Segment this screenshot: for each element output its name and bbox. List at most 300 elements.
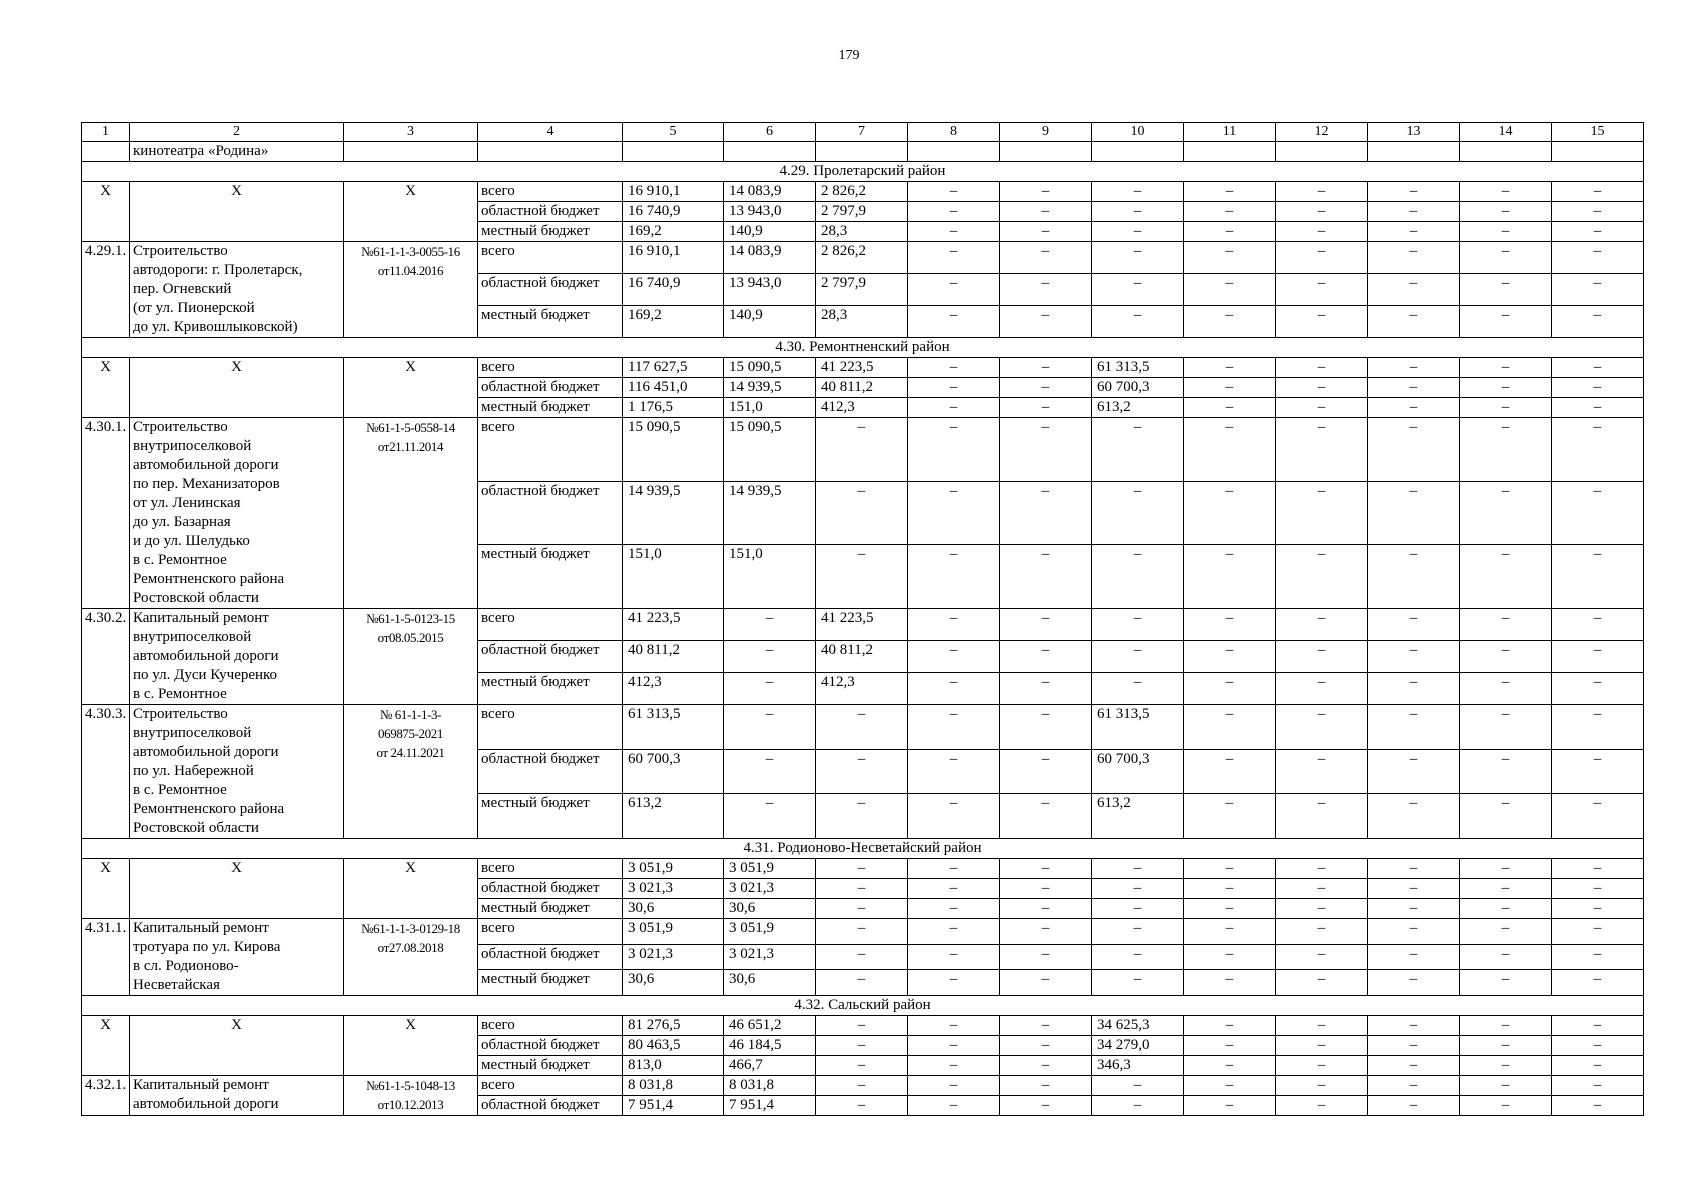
empty-value: – [1276,358,1368,378]
value-cell: 169,2 [623,306,724,338]
text-line: Ремонтненского района [133,571,285,587]
empty-value: – [1184,222,1276,242]
empty-value: – [1276,970,1368,996]
empty-value: – [1000,222,1092,242]
empty-value: – [1552,609,1644,641]
funding-source: местный бюджет [478,545,623,609]
funding-source: областной бюджет [478,1096,623,1116]
continuation-name: кинотеатра «Родина» [130,142,344,162]
value-cell: 34 279,0 [1092,1036,1184,1056]
empty-value: – [1460,545,1552,609]
empty-value: – [1276,609,1368,641]
column-header: 2 [130,123,344,142]
empty-value: – [908,202,1000,222]
empty-value: – [1000,242,1092,274]
empty-value: – [1460,641,1552,673]
value-cell: 14 083,9 [724,182,816,202]
value-cell: 151,0 [724,398,816,418]
text-line: автомобильной дороги [133,744,279,760]
empty-value: – [1184,970,1276,996]
funding-source: всего [478,919,623,945]
text-line: автомобильной дороги [133,1096,279,1112]
empty-value: – [816,749,908,794]
value-cell: 3 051,9 [623,859,724,879]
value-cell: 412,3 [816,673,908,705]
funding-source: всего [478,1076,623,1096]
text-line: Ростовской области [133,590,259,606]
text-line: от ул. Ленинская [133,495,241,511]
text-line: в сл. Родионово- [133,958,239,974]
column-header: 9 [1000,123,1092,142]
empty-value: – [1460,609,1552,641]
value-cell: 466,7 [724,1056,816,1076]
empty-value: – [1460,398,1552,418]
value-cell: 2 826,2 [816,182,908,202]
empty-value: – [1460,481,1552,545]
text-line: Строительство [133,243,228,259]
column-header: 11 [1184,123,1276,142]
value-cell: 34 625,3 [1092,1016,1184,1036]
object-row [82,919,1644,945]
funding-source: местный бюджет [478,970,623,996]
funding-source: всего [478,705,623,750]
empty-value: – [1184,1036,1276,1056]
text-line: пер. Огневский [133,281,232,297]
value-cell: 14 939,5 [623,481,724,545]
empty-value: – [908,859,1000,879]
empty-value: – [816,1076,908,1096]
empty-value: – [1092,274,1184,306]
empty-value: – [908,398,1000,418]
funding-source: областной бюджет [478,749,623,794]
object-name: X [130,1016,344,1076]
value-cell: 16 910,1 [623,242,724,274]
empty-value: – [1276,1076,1368,1096]
empty-value: – [1184,749,1276,794]
funding-source: областной бюджет [478,378,623,398]
document-number: X [344,859,478,919]
empty-value: – [1184,899,1276,919]
empty-value: – [1184,545,1276,609]
empty-value: – [1552,418,1644,482]
text-line: Несветайская [133,977,220,993]
column-header: 1 [82,123,130,142]
value-cell: 61 313,5 [1092,358,1184,378]
column-header: 13 [1368,123,1460,142]
empty-value: – [1184,481,1276,545]
empty-value: – [1000,358,1092,378]
value-cell: 2 797,9 [816,274,908,306]
cell-empty [1460,142,1552,162]
empty-value: – [1276,182,1368,202]
cell-empty [1368,142,1460,162]
text-line: от 24.11.2021 [376,745,445,760]
empty-value: – [1184,378,1276,398]
empty-value: – [1460,222,1552,242]
funding-source: местный бюджет [478,794,623,839]
value-cell: 3 051,9 [623,919,724,945]
value-cell: 7 951,4 [623,1096,724,1116]
empty-value: – [1184,641,1276,673]
empty-value: – [1368,794,1460,839]
empty-value: – [1184,794,1276,839]
empty-value: – [1184,879,1276,899]
empty-value: – [1092,673,1184,705]
empty-value: – [1552,242,1644,274]
value-cell: 60 700,3 [1092,749,1184,794]
empty-value: – [1184,1056,1276,1076]
empty-value: – [1184,182,1276,202]
funding-source: местный бюджет [478,306,623,338]
row-number: X [82,1016,130,1076]
empty-value: – [1276,202,1368,222]
empty-value: – [1460,970,1552,996]
empty-value: – [1460,242,1552,274]
empty-value: – [816,1036,908,1056]
empty-value: – [1368,1036,1460,1056]
empty-value: – [908,481,1000,545]
cell-empty [1000,142,1092,162]
empty-value: – [1460,378,1552,398]
empty-value: – [1552,481,1644,545]
empty-value: – [1000,794,1092,839]
empty-value: – [724,705,816,750]
object-row [82,1076,1644,1096]
summary-row [82,859,1644,879]
empty-value: – [1552,673,1644,705]
value-cell: 41 223,5 [623,609,724,641]
object-name [130,418,344,609]
empty-value: – [1276,1096,1368,1116]
empty-value: – [908,641,1000,673]
value-cell: 8 031,8 [623,1076,724,1096]
value-cell: 140,9 [724,222,816,242]
value-cell: 14 939,5 [724,378,816,398]
row-number: 4.30.2. [82,609,130,705]
text-line: до ул. Кривошлыковской) [133,319,298,335]
empty-value: – [1092,641,1184,673]
empty-value: – [908,899,1000,919]
column-header: 4 [478,123,623,142]
empty-value: – [816,944,908,970]
empty-value: – [908,418,1000,482]
empty-value: – [908,378,1000,398]
empty-value: – [1552,794,1644,839]
empty-value: – [1184,705,1276,750]
empty-value: – [908,358,1000,378]
value-cell: 412,3 [623,673,724,705]
empty-value: – [908,1076,1000,1096]
value-cell: 60 700,3 [1092,378,1184,398]
empty-value: – [816,879,908,899]
cell-empty [724,142,816,162]
empty-value: – [1276,378,1368,398]
empty-value: – [908,749,1000,794]
empty-value: – [1460,358,1552,378]
funding-source: всего [478,609,623,641]
row-number: X [82,859,130,919]
value-cell: 14 083,9 [724,242,816,274]
empty-value: – [1460,879,1552,899]
text-line: от11.04.2016 [377,263,444,278]
text-line: №61-1-1-3-0129-18 [361,921,460,936]
value-cell: 7 951,4 [724,1096,816,1116]
empty-value: – [1552,202,1644,222]
empty-value: – [908,274,1000,306]
empty-value: – [1460,418,1552,482]
column-header: 12 [1276,123,1368,142]
empty-value: – [724,641,816,673]
empty-value: – [1276,418,1368,482]
empty-value: – [1184,919,1276,945]
empty-value: – [1184,673,1276,705]
empty-value: – [1184,202,1276,222]
empty-value: – [1000,182,1092,202]
empty-value: – [1000,274,1092,306]
empty-value: – [908,919,1000,945]
empty-value: – [1276,919,1368,945]
empty-value: – [1276,641,1368,673]
empty-value: – [1368,1096,1460,1116]
text-line: автомобильной дороги [133,457,279,473]
cell-empty [1184,142,1276,162]
empty-value: – [1552,545,1644,609]
row-number: 4.32.1. [82,1076,130,1116]
empty-value: – [1368,202,1460,222]
empty-value: – [1368,222,1460,242]
object-row [82,705,1644,750]
budget-table [81,122,1644,1116]
empty-value: – [1552,358,1644,378]
empty-value: – [1092,242,1184,274]
empty-value: – [1460,1016,1552,1036]
value-cell: 46 651,2 [724,1016,816,1036]
empty-value: – [1552,879,1644,899]
value-cell: 116 451,0 [623,378,724,398]
empty-value: – [1092,202,1184,222]
empty-value: – [1552,641,1644,673]
document-number [344,919,478,996]
empty-value: – [1552,222,1644,242]
value-cell: 40 811,2 [623,641,724,673]
document-number: X [344,358,478,418]
empty-value: – [1184,306,1276,338]
empty-value: – [1368,398,1460,418]
value-cell: 15 090,5 [623,418,724,482]
empty-value: – [1276,859,1368,879]
text-line: автомобильной дороги [133,648,279,664]
value-cell: 151,0 [724,545,816,609]
empty-value: – [908,609,1000,641]
empty-value: – [1092,879,1184,899]
empty-value: – [1552,1016,1644,1036]
row-number: 4.29.1. [82,242,130,338]
funding-source: областной бюджет [478,1036,623,1056]
text-line: Капитальный ремонт [133,920,269,936]
value-cell: 169,2 [623,222,724,242]
funding-source: местный бюджет [478,899,623,919]
value-cell: 30,6 [623,970,724,996]
empty-value: – [1552,398,1644,418]
empty-value: – [1000,398,1092,418]
empty-value: – [1276,879,1368,899]
empty-value: – [1000,202,1092,222]
text-line: внутрипоселковой [133,629,252,645]
value-cell: 140,9 [724,306,816,338]
object-name: X [130,358,344,418]
empty-value: – [1460,1076,1552,1096]
empty-value: – [1552,182,1644,202]
continuation-row [82,142,1644,162]
document-number [344,609,478,705]
empty-value: – [1184,398,1276,418]
document-number: X [344,182,478,242]
empty-value: – [1460,919,1552,945]
empty-value: – [908,944,1000,970]
empty-value: – [1368,1056,1460,1076]
value-cell: 41 223,5 [816,358,908,378]
document-number [344,705,478,839]
table-body [82,123,1644,1116]
empty-value: – [1000,879,1092,899]
row-number: X [82,182,130,242]
empty-value: – [1552,944,1644,970]
section-title: 4.32. Сальский район [82,996,1644,1016]
empty-value: – [908,794,1000,839]
document-number: X [344,1016,478,1076]
value-cell: 3 021,3 [724,944,816,970]
empty-value: – [908,1096,1000,1116]
value-cell: 28,3 [816,222,908,242]
value-cell: 15 090,5 [724,358,816,378]
value-cell: 613,2 [1092,398,1184,418]
funding-source: областной бюджет [478,641,623,673]
text-line: Капитальный ремонт [133,1077,269,1093]
document-number [344,1076,478,1116]
empty-value: – [1460,306,1552,338]
value-cell: 30,6 [724,899,816,919]
empty-value: – [1368,673,1460,705]
cell-empty [1276,142,1368,162]
empty-value: – [1368,944,1460,970]
empty-value: – [1552,1036,1644,1056]
value-cell: 3 021,3 [623,879,724,899]
value-cell: 41 223,5 [816,609,908,641]
empty-value: – [1368,919,1460,945]
text-line: Ростовской области [133,820,259,836]
summary-row [82,358,1644,378]
empty-value: – [1000,306,1092,338]
funding-source: местный бюджет [478,1056,623,1076]
empty-value: – [816,1096,908,1116]
empty-value: – [1276,794,1368,839]
column-header: 3 [344,123,478,142]
value-cell: 2 797,9 [816,202,908,222]
empty-value: – [1460,944,1552,970]
value-cell: 16 740,9 [623,274,724,306]
empty-value: – [908,879,1000,899]
text-line: от10.12.2013 [377,1097,444,1112]
empty-value: – [1000,609,1092,641]
empty-value: – [1460,202,1552,222]
funding-source: местный бюджет [478,673,623,705]
empty-value: – [1000,378,1092,398]
text-line: № 61-1-1-3- [379,707,442,722]
empty-value: – [1000,899,1092,919]
empty-value: – [1000,545,1092,609]
empty-value: – [724,673,816,705]
funding-source: всего [478,418,623,482]
empty-value: – [816,970,908,996]
empty-value: – [1552,749,1644,794]
value-cell: 813,0 [623,1056,724,1076]
empty-value: – [1552,1056,1644,1076]
empty-value: – [1184,274,1276,306]
empty-value: – [1460,1036,1552,1056]
empty-value: – [1368,1076,1460,1096]
object-name: X [130,859,344,919]
empty-value: – [1276,749,1368,794]
cell-empty [82,142,130,162]
value-cell: 613,2 [1092,794,1184,839]
empty-value: – [1368,609,1460,641]
empty-value: – [724,749,816,794]
empty-value: – [1000,641,1092,673]
empty-value: – [908,242,1000,274]
empty-value: – [908,1036,1000,1056]
empty-value: – [1092,919,1184,945]
empty-value: – [1184,859,1276,879]
empty-value: – [1276,705,1368,750]
value-cell: 60 700,3 [623,749,724,794]
empty-value: – [1460,1056,1552,1076]
empty-value: – [1276,1036,1368,1056]
value-cell: 3 051,9 [724,859,816,879]
empty-value: – [816,481,908,545]
empty-value: – [1000,1056,1092,1076]
column-header-row [82,123,1644,142]
value-cell: 40 811,2 [816,378,908,398]
text-line: внутрипоселковой [133,438,252,454]
text-line: №61-1-5-0123-15 [366,611,455,626]
empty-value: – [1368,182,1460,202]
empty-value: – [1276,1056,1368,1076]
text-line: по ул. Набережной [133,763,254,779]
empty-value: – [1000,673,1092,705]
text-line: от21.11.2014 [377,439,444,454]
section-header-row [82,162,1644,182]
object-name [130,609,344,705]
empty-value: – [1184,358,1276,378]
empty-value: – [1552,306,1644,338]
value-cell: 3 021,3 [623,944,724,970]
empty-value: – [1368,970,1460,996]
section-title: 4.31. Родионово-Несветайский район [82,839,1644,859]
funding-source: областной бюджет [478,202,623,222]
empty-value: – [1368,274,1460,306]
text-line: №61-1-1-3-0055-16 [361,244,460,259]
row-number: 4.31.1. [82,919,130,996]
empty-value: – [1092,481,1184,545]
text-line: Ремонтненского района [133,801,285,817]
empty-value: – [724,794,816,839]
empty-value: – [1184,1096,1276,1116]
summary-row [82,1016,1644,1036]
funding-source: всего [478,358,623,378]
empty-value: – [908,673,1000,705]
empty-value: – [1368,899,1460,919]
funding-source: областной бюджет [478,481,623,545]
